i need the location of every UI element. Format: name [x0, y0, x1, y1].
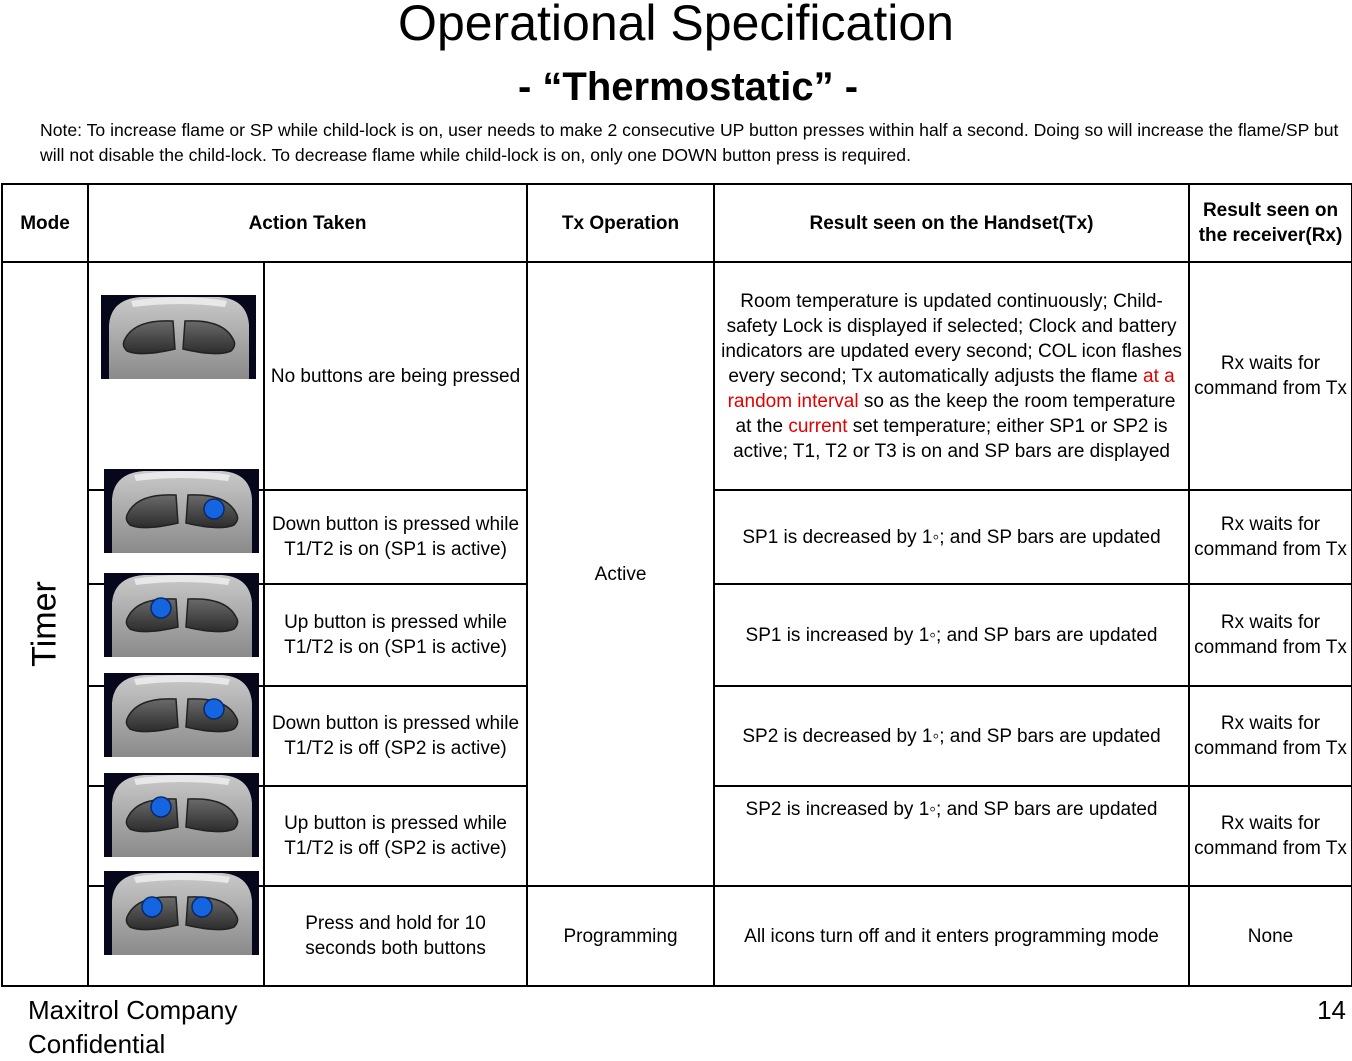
- page-subtitle: - “Thermostatic” -: [517, 65, 859, 109]
- confidential-label: Confidential: [28, 1029, 166, 1059]
- result-text: Room temperature is updated continuously; Child-safety Lock is displayed if selected; Clock and battery indicators are updated every second; COL icon flashes every second; Tx automatically adjusts the flame: [721, 290, 1182, 387]
- remote-control-image: [104, 573, 259, 657]
- result-handset-cell: All icons turn off and it enters programming mode: [714, 886, 1189, 986]
- action-cell: Up button is pressed while T1/T2 is on (SP1 is active): [264, 584, 527, 686]
- down-button-press-indicator: [204, 499, 224, 519]
- down-button-press-indicator: [204, 699, 224, 719]
- result-receiver-cell: Rx waits for command from Tx: [1189, 490, 1352, 584]
- action-cell: No buttons are being pressed: [264, 262, 527, 490]
- table-header-row: [2, 184, 1352, 262]
- result-handset-cell: [714, 262, 1189, 490]
- action-cell: Press and hold for 10 seconds both buttons: [264, 886, 527, 986]
- up-button-press-indicator: [151, 598, 171, 618]
- result-receiver-cell: Rx waits for command from Tx: [1189, 262, 1352, 490]
- result-text: so as the keep the room temperature at the: [735, 390, 1176, 437]
- footer-company: [28, 993, 238, 1061]
- page-title: Operational Specification: [398, 0, 954, 51]
- table-row: [2, 886, 1352, 986]
- remote-control-image: [104, 773, 259, 857]
- remote-control-image: [101, 295, 256, 379]
- result-handset-cell: SP2 is increased by 1◦; and SP bars are updated: [714, 786, 1189, 886]
- up-button-press-indicator: [151, 797, 171, 817]
- remote-image-cell: [88, 886, 264, 986]
- result-receiver-cell: Rx waits for command from Tx: [1189, 686, 1352, 786]
- result-text: set temperature; either SP1 or SP2 is active; T1, T2 or T3 is on and SP bars are displayed: [733, 415, 1170, 462]
- result-handset-cell: SP1 is increased by 1◦; and SP bars are updated: [714, 584, 1189, 686]
- tx-operation-cell: Active: [527, 262, 714, 886]
- company-name: Maxitrol Company: [28, 995, 238, 1025]
- table-row: [2, 262, 1352, 490]
- remote-control-image: [104, 673, 259, 757]
- page-number: 14: [1317, 995, 1346, 1025]
- result-receiver-cell: Rx waits for command from Tx: [1189, 584, 1352, 686]
- remote-image-cell: [88, 262, 264, 490]
- header-mode: Mode: [2, 184, 88, 262]
- down-button-press-indicator: [192, 897, 212, 917]
- spec-table: [1, 183, 1352, 987]
- header-result-receiver: Result seen on the receiver(Rx): [1189, 184, 1352, 262]
- result-highlight: at a random interval: [727, 365, 1175, 412]
- header-result-handset: Result seen on the Handset(Tx): [714, 184, 1189, 262]
- mode-cell: [2, 262, 88, 986]
- result-receiver-cell: Rx waits for command from Tx: [1189, 786, 1352, 886]
- mode-label: Timer: [25, 581, 64, 667]
- header-tx-operation: Tx Operation: [527, 184, 714, 262]
- up-button-press-indicator: [142, 897, 162, 917]
- note-text: Note: To increase flame or SP while child-lock is on, user needs to make 2 consecutive UP button presses within half a second. Doing so will increase the flame/SP but will not disable the child-lock. To decrease flame while child-lock is on, only one DOWN button press is required.: [40, 120, 1339, 165]
- remote-control-image: [104, 469, 259, 553]
- tx-operation-cell: Programming: [527, 886, 714, 986]
- result-handset-cell: SP2 is decreased by 1◦; and SP bars are updated: [714, 686, 1189, 786]
- remote-image-cell: [88, 686, 264, 786]
- header-action: Action Taken: [88, 184, 527, 262]
- action-cell: Up button is pressed while T1/T2 is off (SP2 is active): [264, 786, 527, 886]
- remote-image-cell: [88, 584, 264, 686]
- result-handset-cell: SP1 is decreased by 1◦; and SP bars are updated: [714, 490, 1189, 584]
- action-cell: Down button is pressed while T1/T2 is off (SP2 is active): [264, 686, 527, 786]
- action-cell: Down button is pressed while T1/T2 is on (SP1 is active): [264, 490, 527, 584]
- result-receiver-cell: None: [1189, 886, 1352, 986]
- remote-control-image: [104, 871, 259, 955]
- result-highlight: current: [788, 415, 848, 437]
- remote-image-cell: [88, 490, 264, 584]
